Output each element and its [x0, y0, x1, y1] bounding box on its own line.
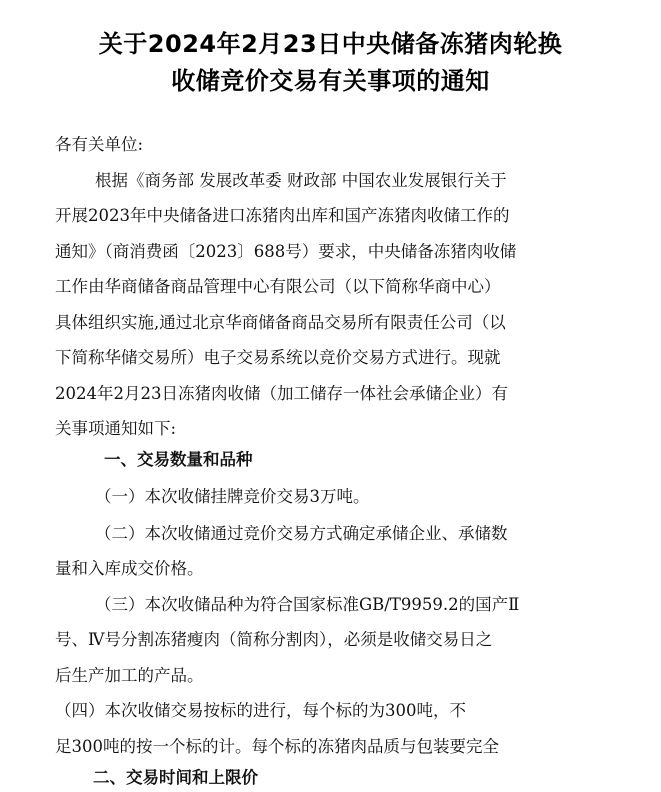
- body-line: 通知》（商消费函〔2023〕688号）要求，中央储备冻猪肉收储: [55, 242, 517, 261]
- section-1-line: 号、Ⅳ号分割冻猪瘦肉（简称分割肉），必须是收储交易日之: [55, 630, 493, 649]
- body-line: 具体组织实施,通过北京华商储备商品交易所有限责任公司（以: [55, 313, 506, 332]
- notice-title-line-2: 收储竞价交易有关事项的通知: [171, 67, 490, 95]
- section-heading-1: 一、交易数量和品种: [104, 450, 253, 469]
- notice-title-line-1: 关于2024年2月23日中央储备冻猪肉轮换: [98, 30, 563, 58]
- section-1-line: 足300吨的按一个标的计。每个标的冻猪肉品质与包装要完全: [55, 737, 499, 756]
- body-line: 下简称华储交易所）电子交易系统以竞价交易方式进行。现就: [55, 348, 501, 367]
- body-line: 关事项通知如下:: [55, 419, 177, 438]
- section-heading-2: 二、交易时间和上限价: [93, 768, 258, 787]
- section-1-line: （一）本次收储挂牌竞价交易3万吨。: [95, 487, 370, 506]
- body-line: 2024年2月23日冻猪肉收储（加工储存一体社会承储企业）有: [55, 384, 508, 403]
- section-1-line: 量和入库成交价格。: [55, 559, 204, 578]
- section-1-line: （四）本次收储交易按标的进行，每个标的为300吨，不: [55, 701, 466, 720]
- body-line: 根据《商务部 发展改革委 财政部 中国农业发展银行关于: [95, 171, 507, 190]
- body-line: 开展2023年中央储备进口冻猪肉出库和国产冻猪肉收储工作的: [55, 206, 510, 225]
- salutation: 各有关单位:: [55, 135, 144, 154]
- body-line: 工作由华商储备商品管理中心有限公司（以下简称华商中心）: [55, 277, 501, 296]
- section-1-line: 后生产加工的产品。: [55, 666, 204, 685]
- section-1-line: （三）本次收储品种为符合国家标准GB/T9959.2的国产Ⅱ: [95, 595, 520, 614]
- section-1-line: （二）本次收储通过竞价交易方式确定承储企业、承储数: [95, 524, 508, 543]
